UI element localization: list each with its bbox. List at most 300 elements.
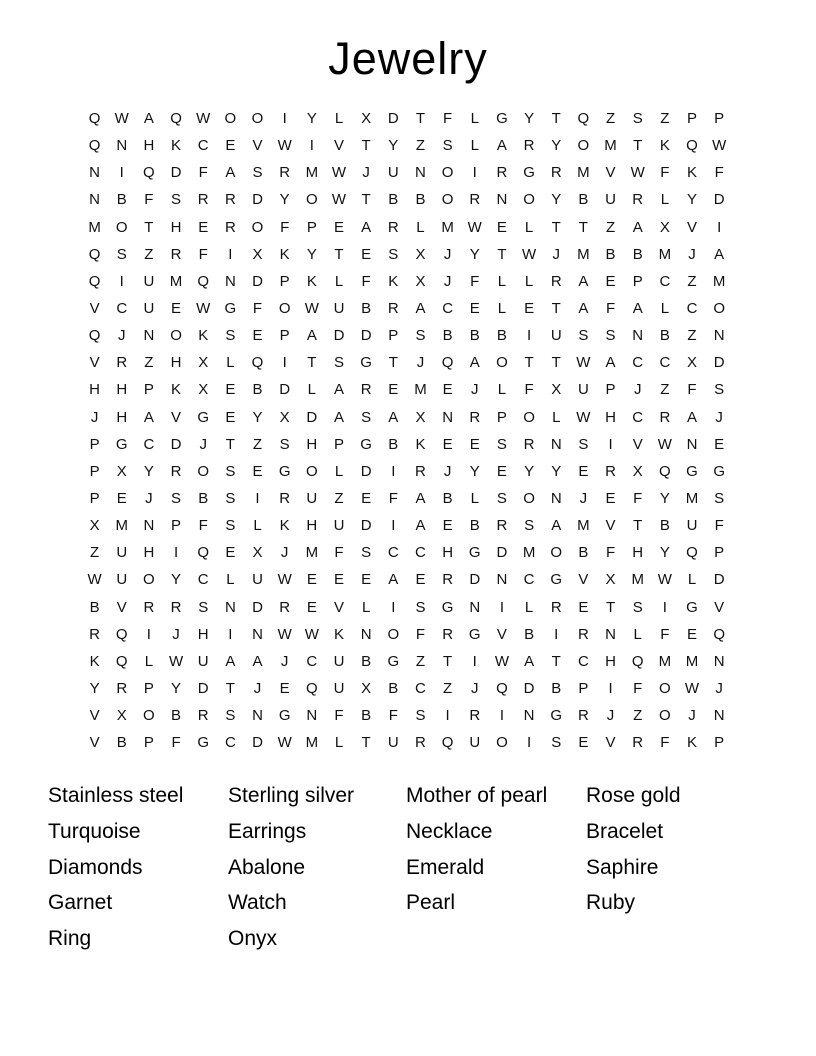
grid-cell: P: [714, 110, 725, 127]
grid-cell: F: [633, 679, 643, 697]
grid-cell: Y: [89, 679, 100, 697]
grid-cell: M: [712, 272, 726, 290]
grid-cell: I: [472, 164, 477, 182]
grid-cell: J: [715, 679, 723, 697]
grid-cell: H: [605, 408, 616, 426]
grid-cell: A: [252, 652, 263, 670]
grid-cell: S: [198, 598, 209, 616]
grid-cell: Y: [469, 462, 480, 480]
grid-cell: D: [252, 734, 263, 752]
grid-cell: B: [89, 598, 100, 616]
grid-cell: N: [605, 625, 616, 643]
grid-cell: Z: [633, 707, 643, 725]
grid-cell: N: [89, 164, 100, 182]
grid-cell: W: [494, 652, 509, 670]
word-list-item: Rose gold: [586, 784, 681, 808]
grid-cell: O: [441, 164, 454, 182]
grid-cell: C: [197, 571, 209, 589]
grid-cell: L: [253, 517, 262, 535]
grid-cell: V: [687, 218, 698, 236]
grid-cell: B: [252, 381, 263, 399]
grid-cell: W: [467, 218, 482, 236]
grid-cell: P: [632, 272, 643, 290]
grid-cell: S: [714, 489, 725, 507]
grid-cell: N: [550, 489, 562, 507]
grid-cell: R: [469, 408, 481, 426]
grid-cell: J: [579, 489, 588, 507]
grid-cell: H: [442, 544, 454, 562]
grid-cell: J: [715, 408, 723, 426]
grid-cell: T: [361, 191, 371, 209]
grid-cell: J: [172, 625, 180, 643]
grid-cell: V: [171, 408, 182, 426]
grid-cell: E: [496, 462, 507, 480]
grid-cell: Q: [496, 679, 508, 697]
grid-cell: W: [576, 354, 591, 372]
grid-cell: Z: [415, 137, 426, 155]
grid-cell: S: [415, 707, 426, 725]
grid-cell: K: [171, 137, 182, 155]
grid-cell: O: [523, 191, 535, 209]
grid-cell: B: [578, 191, 589, 209]
grid-cell: L: [334, 110, 344, 127]
grid-cell: R: [415, 462, 426, 480]
grid-cell: F: [280, 218, 290, 236]
grid-cell: F: [470, 272, 480, 290]
grid-cell: L: [334, 462, 344, 480]
grid-cell: B: [632, 245, 643, 263]
grid-cell: R: [550, 598, 562, 616]
grid-cell: O: [713, 299, 725, 317]
grid-cell: Z: [687, 272, 697, 290]
grid-cell: J: [280, 544, 289, 562]
grid-row: [81, 594, 734, 621]
grid-cell: O: [224, 110, 237, 127]
grid-cell: Z: [660, 381, 670, 399]
grid-cell: Q: [197, 544, 210, 562]
grid-cell: X: [415, 245, 426, 263]
grid-cell: R: [170, 462, 182, 480]
grid-cell: V: [89, 707, 100, 725]
grid-cell: S: [116, 245, 127, 263]
grid-cell: L: [660, 191, 670, 209]
grid-cell: A: [524, 652, 535, 670]
grid-cell: U: [333, 517, 345, 535]
grid-cell: G: [278, 707, 291, 725]
grid-cell: R: [415, 734, 426, 752]
grid-row: [81, 539, 734, 566]
grid-cell: D: [360, 517, 372, 535]
grid-cell: L: [416, 218, 425, 236]
grid-cell: P: [605, 381, 616, 399]
grid-cell: J: [443, 462, 452, 480]
grid-cell: F: [714, 164, 724, 182]
grid-cell: Q: [631, 652, 644, 670]
grid-cell: A: [469, 354, 480, 372]
grid-cell: G: [360, 354, 372, 372]
grid-cell: R: [577, 707, 589, 725]
grid-cell: C: [415, 679, 426, 697]
grid-cell: B: [361, 652, 372, 670]
word-list-item: Abalone: [228, 855, 306, 879]
grid-cell: D: [713, 191, 725, 209]
grid-cell: C: [143, 435, 155, 453]
grid-cell: S: [171, 489, 182, 507]
grid-cell: A: [415, 299, 426, 317]
grid-row: [81, 322, 734, 349]
grid-cell: T: [225, 435, 235, 453]
grid-cell: Z: [687, 327, 697, 345]
grid-cell: K: [279, 517, 290, 535]
grid-cell: C: [306, 652, 318, 670]
grid-cell: T: [551, 652, 561, 670]
grid-cell: D: [360, 327, 372, 345]
grid-cell: E: [306, 598, 317, 616]
grid-cell: L: [524, 218, 534, 236]
grid-cell: J: [145, 489, 153, 507]
grid-cell: E: [252, 462, 263, 480]
grid-cell: D: [387, 110, 399, 127]
grid-cell: S: [415, 327, 426, 345]
grid-cell: Z: [443, 679, 453, 697]
grid-cell: F: [660, 164, 670, 182]
grid-cell: Q: [713, 625, 725, 643]
grid-cell: S: [632, 110, 643, 127]
grid-cell: A: [225, 164, 236, 182]
grid-cell: K: [333, 625, 344, 643]
grid-cell: U: [469, 734, 481, 752]
grid-cell: V: [89, 734, 100, 752]
grid-cell: E: [442, 435, 453, 453]
word-list-item: Pearl: [406, 891, 456, 915]
grid-cell: I: [608, 435, 613, 453]
grid-cell: Y: [469, 245, 480, 263]
grid-cell: Z: [144, 245, 154, 263]
grid-cell: L: [497, 381, 507, 399]
grid-cell: M: [658, 652, 672, 670]
grid-cell: U: [550, 327, 562, 345]
grid-cell: D: [170, 435, 182, 453]
grid-cell: Y: [279, 191, 290, 209]
grid-cell: M: [685, 489, 699, 507]
grid-cell: V: [333, 137, 344, 155]
grid-cell: J: [280, 652, 289, 670]
grid-cell: L: [334, 272, 344, 290]
grid-cell: D: [306, 408, 318, 426]
grid-cell: R: [360, 381, 372, 399]
grid-cell: M: [88, 218, 101, 236]
grid-cell: E: [361, 245, 372, 263]
grid-cell: A: [415, 489, 426, 507]
grid-cell: X: [252, 245, 263, 263]
grid-row: [81, 458, 734, 485]
grid-cell: M: [441, 218, 454, 236]
grid-cell: F: [198, 517, 208, 535]
grid-cell: T: [605, 598, 616, 616]
grid-cell: F: [388, 489, 398, 507]
grid-cell: M: [658, 245, 672, 263]
grid-cell: R: [143, 598, 155, 616]
grid-cell: A: [388, 408, 399, 426]
grid-cell: R: [279, 489, 291, 507]
grid-cell: R: [116, 679, 128, 697]
grid-cell: I: [119, 272, 124, 290]
grid-cell: D: [360, 462, 372, 480]
grid-cell: Y: [306, 245, 317, 263]
grid-cell: M: [577, 245, 590, 263]
page-title: Jewelry: [328, 33, 488, 84]
grid-cell: T: [551, 110, 561, 127]
grid-cell: B: [442, 489, 453, 507]
grid-cell: S: [225, 707, 236, 725]
grid-cell: F: [605, 299, 616, 317]
grid-row: [81, 186, 734, 213]
grid-cell: E: [225, 544, 236, 562]
grid-cell: Y: [687, 191, 698, 209]
grid-cell: X: [198, 381, 209, 399]
grid-cell: V: [605, 164, 616, 182]
grid-cell: O: [523, 408, 535, 426]
grid-cell: F: [144, 191, 154, 209]
word-list-item: Mother of pearl: [406, 784, 548, 808]
grid-cell: B: [469, 327, 480, 345]
grid-cell: E: [496, 218, 507, 236]
grid-cell: M: [115, 517, 128, 535]
grid-cell: O: [305, 191, 318, 209]
grid-cell: R: [659, 408, 671, 426]
grid-cell: B: [415, 191, 426, 209]
grid-cell: G: [387, 652, 400, 670]
grid-cell: F: [714, 517, 724, 535]
grid-cell: Y: [551, 137, 562, 155]
grid-cell: U: [333, 679, 345, 697]
grid-cell: R: [442, 571, 454, 589]
grid-cell: O: [251, 218, 264, 236]
grid-cell: N: [632, 327, 644, 345]
grid-cell: U: [143, 272, 155, 290]
grid-cell: R: [197, 191, 209, 209]
grid-cell: K: [415, 435, 426, 453]
grid-cell: M: [522, 544, 536, 562]
grid-cell: J: [362, 164, 370, 182]
grid-cell: L: [687, 571, 697, 589]
grid-cell: E: [279, 679, 290, 697]
grid-cell: E: [524, 299, 535, 317]
grid-cell: B: [524, 625, 535, 643]
grid-cell: R: [632, 191, 644, 209]
grid-cell: L: [361, 598, 371, 616]
grid-cell: P: [143, 679, 154, 697]
grid-cell: S: [442, 137, 453, 155]
grid-cell: M: [305, 544, 319, 562]
grid-cell: M: [604, 137, 617, 155]
grid-cell: L: [470, 489, 479, 507]
grid-cell: W: [304, 625, 319, 643]
grid-cell: F: [687, 381, 697, 399]
grid-cell: Q: [170, 110, 182, 127]
grid-cell: S: [171, 191, 182, 209]
grid-cell: V: [116, 598, 127, 616]
grid-cell: I: [146, 625, 151, 643]
grid-cell: B: [388, 679, 399, 697]
grid-cell: R: [116, 354, 128, 372]
grid-cell: R: [469, 191, 481, 209]
grid-cell: I: [391, 598, 396, 616]
grid-cell: J: [471, 381, 479, 399]
grid-cell: Z: [334, 489, 344, 507]
grid-cell: Q: [88, 110, 101, 127]
grid-cell: F: [388, 707, 398, 725]
grid-row: [81, 512, 734, 539]
grid-cell: S: [252, 164, 263, 182]
grid-cell: C: [577, 652, 589, 670]
grid-cell: U: [252, 571, 263, 589]
grid-cell: E: [605, 489, 616, 507]
grid-cell: C: [686, 299, 698, 317]
grid-cell: W: [331, 164, 347, 182]
grid-cell: H: [116, 408, 128, 426]
grid-cell: S: [279, 435, 290, 453]
grid-cell: N: [713, 707, 725, 725]
grid-cell: R: [279, 164, 291, 182]
grid-cell: T: [361, 137, 371, 155]
grid-cell: W: [277, 137, 292, 155]
grid-cell: S: [714, 381, 725, 399]
grid-cell: K: [89, 652, 100, 670]
grid-cell: T: [144, 218, 154, 236]
grid-cell: W: [196, 299, 211, 317]
grid-cell: F: [660, 734, 670, 752]
grid-cell: C: [224, 734, 236, 752]
grid-cell: R: [442, 625, 454, 643]
grid-cell: I: [608, 679, 613, 697]
grid-cell: S: [496, 435, 507, 453]
grid-cell: J: [606, 707, 615, 725]
grid-cell: R: [523, 137, 535, 155]
grid-cell: Y: [659, 489, 670, 507]
grid-cell: I: [282, 110, 287, 127]
grid-cell: F: [171, 734, 181, 752]
grid-cell: P: [89, 435, 100, 453]
grid-cell: V: [89, 299, 100, 317]
word-list-item: Ruby: [586, 891, 636, 915]
grid-cell: F: [334, 544, 344, 562]
grid-cell: P: [496, 408, 507, 426]
grid-cell: K: [171, 381, 182, 399]
grid-cell: J: [688, 707, 696, 725]
grid-cell: K: [279, 245, 290, 263]
grid-row: [81, 648, 734, 675]
grid-cell: X: [632, 462, 643, 480]
grid-cell: R: [387, 299, 399, 317]
grid-cell: Q: [115, 625, 128, 643]
grid-cell: D: [333, 327, 345, 345]
grid-cell: E: [442, 517, 453, 535]
grid-cell: A: [333, 408, 344, 426]
grid-cell: I: [499, 598, 504, 616]
grid-cell: S: [225, 327, 236, 345]
grid-cell: L: [497, 272, 507, 290]
grid-cell: Q: [441, 354, 454, 372]
grid-cell: X: [605, 571, 616, 589]
grid-cell: S: [225, 517, 236, 535]
grid-cell: D: [252, 191, 263, 209]
grid-cell: L: [307, 381, 316, 399]
grid-cell: E: [333, 571, 344, 589]
grid-cell: E: [469, 299, 480, 317]
grid-cell: T: [633, 137, 643, 155]
grid-cell: N: [360, 625, 372, 643]
grid-cell: X: [116, 462, 127, 480]
grid-cell: P: [279, 272, 290, 290]
grid-cell: C: [659, 354, 671, 372]
grid-cell: G: [360, 435, 372, 453]
grid-cell: Y: [143, 462, 154, 480]
grid-row: [81, 376, 734, 403]
grid-cell: P: [143, 734, 154, 752]
grid-cell: P: [388, 327, 399, 345]
grid-cell: H: [605, 652, 616, 670]
grid-cell: O: [387, 625, 400, 643]
grid-cell: Y: [306, 110, 317, 127]
word-list-item: Earrings: [228, 819, 307, 843]
grid-cell: L: [470, 110, 479, 127]
grid-cell: E: [225, 137, 236, 155]
grid-cell: J: [443, 272, 452, 290]
grid-cell: Z: [660, 110, 670, 127]
grid-cell: W: [277, 734, 292, 752]
grid-cell: W: [304, 299, 319, 317]
word-search-grid: [81, 105, 734, 756]
grid-cell: G: [468, 544, 481, 562]
grid-cell: G: [441, 598, 454, 616]
grid-cell: S: [361, 408, 372, 426]
grid-cell: O: [197, 462, 210, 480]
grid-cell: S: [578, 327, 589, 345]
grid-cell: P: [687, 110, 698, 127]
grid-cell: O: [496, 354, 508, 372]
grid-cell: W: [576, 408, 591, 426]
grid-cell: W: [712, 137, 727, 155]
grid-cell: N: [550, 435, 562, 453]
grid-cell: N: [224, 272, 236, 290]
grid-cell: O: [143, 707, 155, 725]
grid-cell: A: [415, 517, 426, 535]
grid-cell: P: [89, 462, 100, 480]
grid-row: [81, 702, 734, 729]
grid-cell: K: [687, 734, 698, 752]
grid-cell: C: [197, 137, 209, 155]
grid-cell: V: [605, 734, 616, 752]
grid-cell: O: [523, 489, 535, 507]
grid-cell: B: [659, 327, 670, 345]
word-list-item: Ring: [48, 926, 92, 950]
grid-cell: I: [472, 652, 477, 670]
grid-cell: H: [197, 625, 209, 643]
grid-cell: Y: [171, 571, 182, 589]
grid-cell: N: [252, 707, 263, 725]
grid-cell: B: [551, 679, 562, 697]
grid-cell: X: [551, 381, 562, 399]
grid-cell: C: [632, 408, 644, 426]
grid-cell: T: [307, 354, 317, 372]
grid-cell: E: [388, 381, 399, 399]
grid-cell: E: [442, 381, 453, 399]
grid-cell: O: [550, 544, 563, 562]
grid-cell: E: [469, 435, 480, 453]
grid-cell: Y: [388, 137, 399, 155]
grid-cell: A: [496, 137, 507, 155]
